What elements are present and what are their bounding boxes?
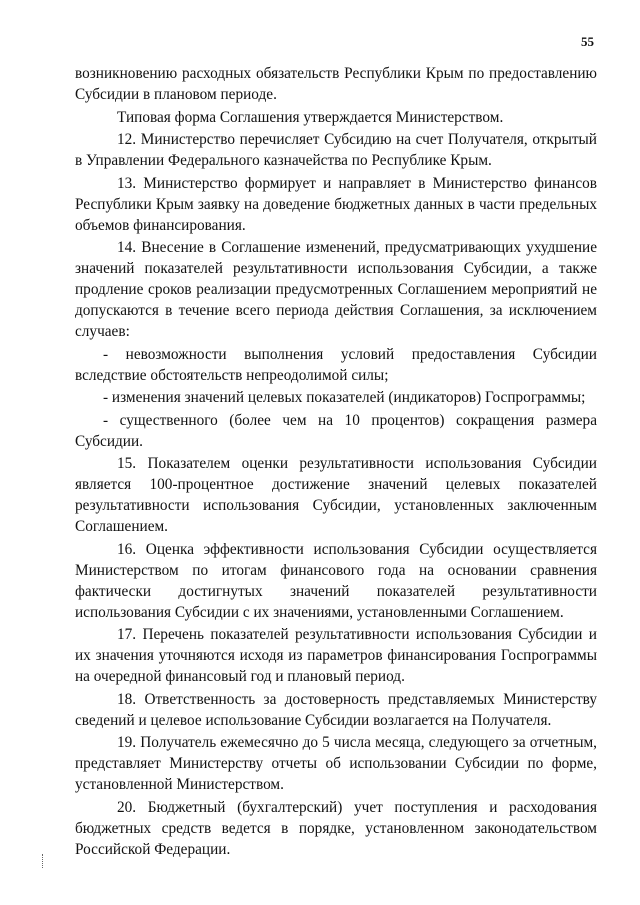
paragraph-18: 18. Ответственность за достоверность представляемых Министерству сведений и целевое использование Субсидии возлагается на Получателя. — [75, 690, 597, 729]
list-item-subsidy-reduction: - существенного (более чем на 10 процентов) сокращения размера Субсидии. — [75, 411, 597, 450]
paragraph-agreement-form: Типовая форма Соглашения утверждается Министерством. — [117, 108, 504, 126]
paragraph-continuation: возникновению расходных обязательств Республики Крым по предоставлению Субсидии в плановом периоде. — [75, 65, 597, 103]
paragraph-20: 20. Бюджетный (бухгалтерский) учет поступления и расходования бюджетных средств ведется в порядке, установленном законодательством Российской Федерации. — [75, 798, 597, 858]
paragraph-12: 12. Министерство перечисляет Субсидию на счет Получателя, открытый в Управлении Федерального казначейства по Республике Крым. — [75, 131, 597, 169]
list-item-indicator-change: - изменения значений целевых показателей (индикаторов) Госпрограммы; — [103, 389, 586, 406]
paragraph-19: 19. Получатель ежемесячно до 5 числа месяца, следующего за отчетным, представляет Министерству отчеты об использовании Субсидии по форме, установленной Министерством. — [75, 734, 597, 793]
paragraph-14: 14. Внесение в Соглашение изменений, предусматривающих ухудшение значений показателей результативности использования Субсидии, а также продление сроков реализации предусмотренных Соглашением мероприятий не допускаются в течение всего периода действия Соглашения, за исключением случаев: — [75, 239, 597, 340]
scan-margin-mark — [42, 854, 45, 868]
list-item-force-majeure: - невозможности выполнения условий предоставления Субсидии вследствие обстоятельств непреодолимой силы; — [75, 345, 597, 384]
paragraph-13: 13. Министерство формирует и направляет в Министерство финансов Республики Крым заявку на доведение бюджетных данных в части предельных объемов финансирования. — [75, 174, 597, 234]
page-number: 55 — [581, 34, 594, 49]
document-body — [75, 63, 597, 861]
paragraph-17: 17. Перечень показателей результативности использования Субсидии и их значения уточняются исходя из параметров финансирования Госпрограммы на очередной финансовый год и плановый период. — [75, 626, 597, 685]
paragraph-16: 16. Оценка эффективности использования Субсидии осуществляется Министерством по итогам финансового года на основании сравнения фактически достигнутых значений показателей результативности использования Субсидии с их значениями, установленными Соглашением. — [75, 540, 597, 621]
paragraph-15: 15. Показателем оценки результативности использования Субсидии является 100-процентное достижение значений целевых показателей результативности использования Субсидии, установленных заключенным Соглашением. — [75, 455, 597, 535]
